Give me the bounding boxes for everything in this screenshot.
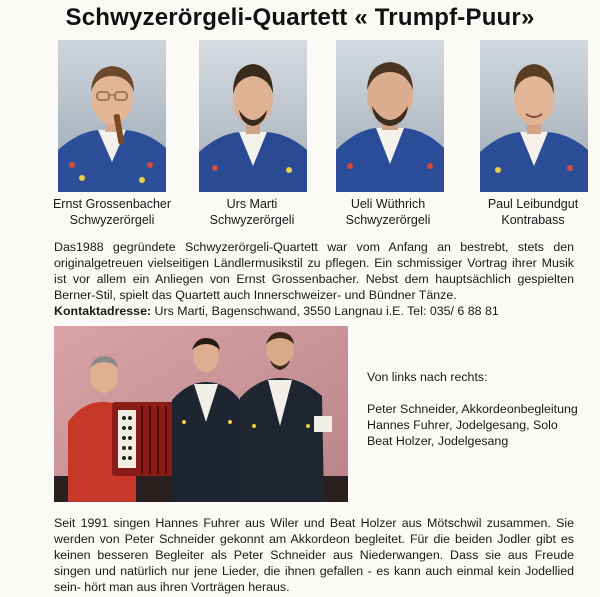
list-item: Hannes Fuhrer, Jodelgesang, Solo <box>367 418 558 432</box>
portrait-ernst-grossenbacher <box>58 40 166 192</box>
list-item: Peter Schneider, Akkordeonbegleitung <box>367 402 578 416</box>
portrait-urs-marti <box>199 40 307 192</box>
member-name: Paul Leibundgut <box>487 197 579 211</box>
member-name: Ernst Grossenbacher <box>52 197 172 211</box>
trio-heading: Von links nach rechts: <box>367 370 488 384</box>
contact-label: Kontaktadresse: <box>54 304 152 318</box>
contact-value: Urs Marti, Bagenschwand, 3550 Langnau i.E. Tel: 035/ 6 88 81 <box>154 304 499 318</box>
trio-members <box>367 369 587 449</box>
member-name: Urs Marti <box>226 197 278 211</box>
intro-paragraph: Das1988 gegründete Schwyzerörgeli-Quartett war vom Anfang an bestrebt, stets den originalgetreuen vielseitigen Ländlermusikstil zu pflegen. Ein schmissiger Vortrag ihrer Musik ist vor allem ein Anliegen von Ernst Grossenbacher. Nebst dem hauptsächlich gespielten Berner-Stil, spielt das Quartett auch Innerschweizer- und Bündner Tänze. <box>54 240 574 302</box>
caption-member-4 <box>463 196 600 228</box>
contact-line <box>54 303 574 319</box>
member-role: Schwyzerörgeli <box>209 213 295 227</box>
caption-member-2 <box>182 196 322 228</box>
member-role: Schwyzerörgeli <box>69 213 155 227</box>
page-title: Schwyzerörgeli-Quartett « Trumpf-Puur» <box>65 4 535 31</box>
trio-photo <box>54 326 348 502</box>
portrait-paul-leibundgut <box>480 40 588 192</box>
caption-member-1 <box>42 196 182 228</box>
member-name: Ueli Wüthrich <box>350 197 426 211</box>
portrait-ueli-wuethrich <box>336 40 444 192</box>
member-role: Schwyzerörgeli <box>345 213 431 227</box>
list-item: Beat Holzer, Jodelgesang <box>367 434 509 448</box>
caption-member-3 <box>318 196 458 228</box>
member-role: Kontrabass <box>501 213 565 227</box>
trio-paragraph: Seit 1991 singen Hannes Fuhrer aus Wiler und Beat Holzer aus Mötschwil zusammen. Sie werden von Peter Schneider gekonnt am Akkordeon begleitet. Für die beiden Jodler gibt es keinen besseren Begleiter als Peter Schneider aus Niederwangen. Dass sie aus Freude singen und natürlich nur jene Lieder, die ihnen gefallen - es kann auch einmal kein Jodellied sein- hört man aus ihren Vorträgen heraus. <box>54 516 574 594</box>
